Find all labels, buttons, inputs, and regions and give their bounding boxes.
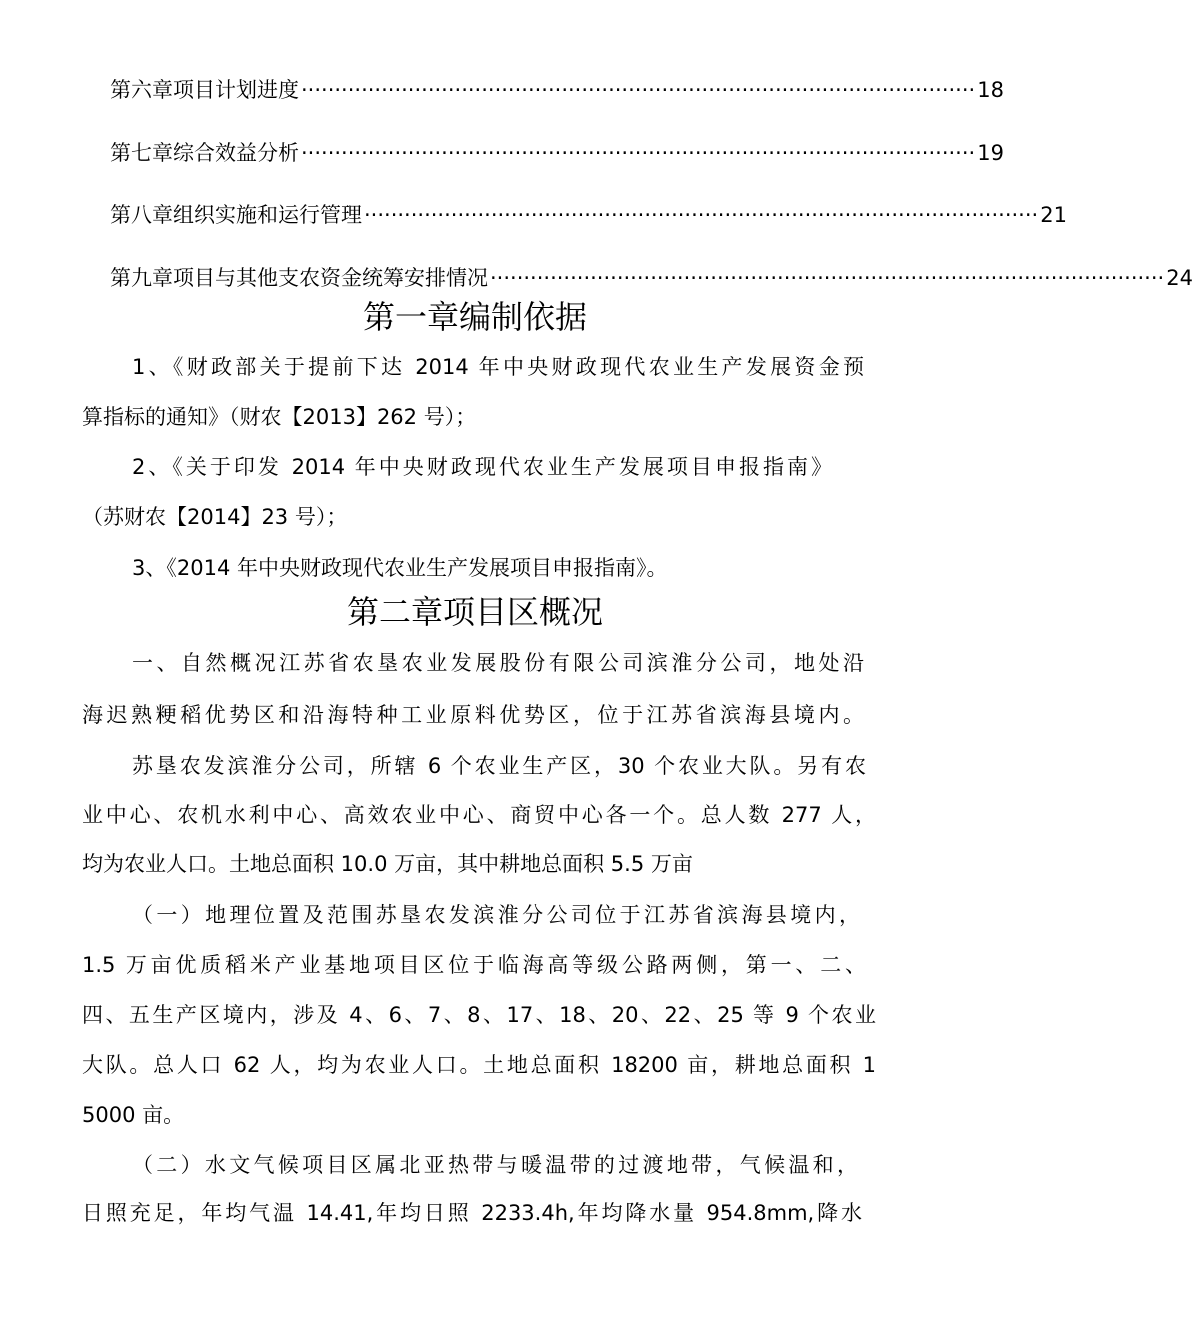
paragraph-line: 1、《财政部关于提前下达 2014 年中央财政现代农业生产发展资金预 — [132, 355, 864, 379]
paragraph-line: 日照充足，年均气温 14.41,年均日照 2233.4h,年均降水量 954.8mm,降水 — [82, 1201, 862, 1225]
paragraph-line: 5000 亩。 — [82, 1103, 185, 1127]
toc-leader-dots: ····································································································· — [364, 203, 1039, 227]
toc-entry-title: 第七章综合效益分析 — [110, 141, 299, 165]
paragraph-line: 3、《2014 年中央财政现代农业生产发展项目申报指南》。 — [132, 556, 668, 580]
toc-leader-dots: ····································································································· — [490, 266, 1165, 290]
paragraph-line: （苏财农【2014】23 号）； — [82, 505, 348, 529]
toc-entry-title: 第八章组织实施和运行管理 — [110, 203, 362, 227]
chapter-1-heading: 第一章编制依据 — [362, 298, 587, 336]
toc-entry[interactable] — [110, 262, 1193, 294]
toc-entry[interactable] — [110, 74, 1004, 106]
toc-entry[interactable] — [110, 199, 1067, 231]
paragraph-line: 业中心、农机水利中心、高效农业中心、商贸中心各一个。总人数 277 人， — [82, 803, 876, 827]
paragraph-line: 2、《关于印发 2014 年中央财政现代农业生产发展项目申报指南》 — [132, 455, 832, 479]
toc-entry-page: 21 — [1040, 203, 1067, 227]
paragraph-line: 均为农业人口。土地总面积 10.0 万亩，其中耕地总面积 5.5 万亩 — [82, 852, 693, 876]
chapter-2-heading: 第二章项目区概况 — [346, 593, 603, 631]
paragraph-line: 1.5 万亩优质稻米产业基地项目区位于临海高等级公路两侧，第一、二、 — [82, 953, 866, 977]
paragraph-line: 四、五生产区境内，涉及 4、6、7、8、17、18、20、22、25 等 9 个农业 — [82, 1003, 876, 1027]
paragraph-line: 海迟熟粳稻优势区和沿海特种工业原料优势区，位于江苏省滨海县境内。 — [82, 703, 864, 727]
toc-entry-title: 第九章项目与其他支农资金统筹安排情况 — [110, 266, 488, 290]
toc-leader-dots: ····································································································· — [301, 141, 976, 165]
paragraph-line: （一）地理位置及范围苏垦农发滨淮分公司位于江苏省滨海县境内， — [132, 903, 860, 927]
paragraph-line: 苏垦农发滨淮分公司，所辖 6 个农业生产区，30 个农业大队。另有农 — [132, 754, 866, 778]
toc-entry-page: 18 — [977, 78, 1004, 102]
paragraph-line: 一、自然概况江苏省农垦农业发展股份有限公司滨淮分公司，地处沿 — [132, 651, 864, 675]
toc-leader-dots: ····································································································· — [301, 78, 976, 102]
toc-entry[interactable] — [110, 137, 1004, 169]
toc-entry-title: 第六章项目计划进度 — [110, 78, 299, 102]
paragraph-line: （二）水文气候项目区属北亚热带与暖温带的过渡地带，气候温和， — [132, 1153, 858, 1177]
toc-entry-page: 24 — [1166, 266, 1193, 290]
paragraph-line: 算指标的通知》（财农【2013】262 号）； — [82, 405, 477, 429]
toc-entry-page: 19 — [977, 141, 1004, 165]
paragraph-line: 大队。总人口 62 人，均为农业人口。土地总面积 18200 亩，耕地总面积 1 — [82, 1053, 876, 1077]
